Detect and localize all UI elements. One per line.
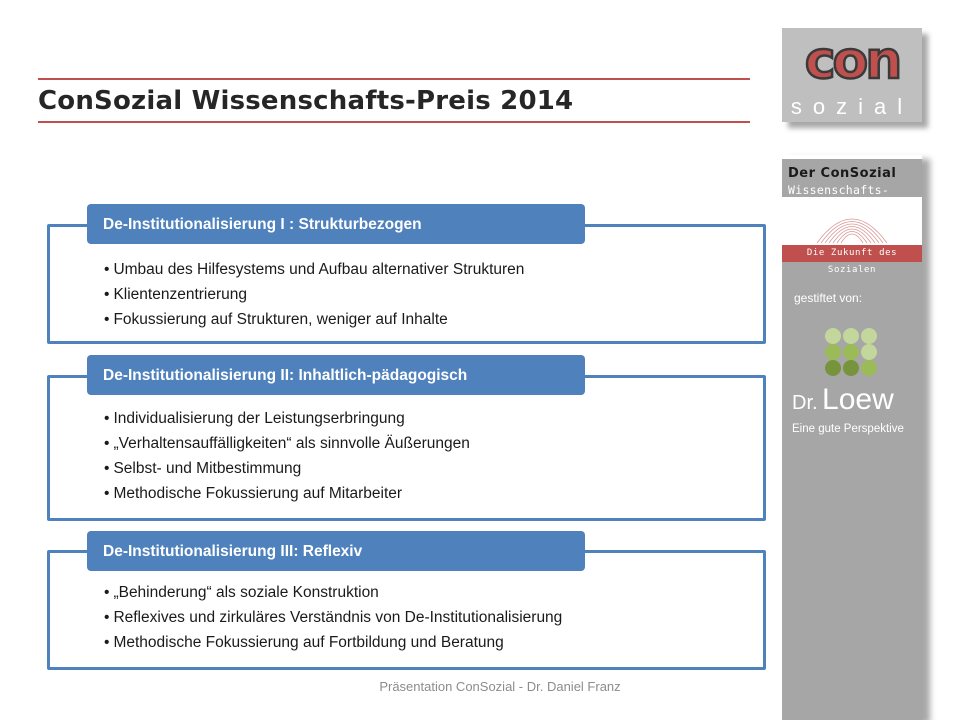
list-item: • Methodische Fokussierung auf Mitarbeiter (104, 481, 470, 506)
list-item: • Methodische Fokussierung auf Fortbildung und Beratung (104, 630, 562, 655)
award-header (782, 159, 922, 211)
sponsor-sidebar (782, 155, 922, 720)
sponsor-dr: Dr. (792, 392, 818, 414)
list-item: • „Behinderung“ als soziale Konstruktion (104, 580, 562, 605)
section-list-2 (104, 406, 470, 506)
list-item: • Klientenzentrierung (104, 282, 524, 307)
award-arc-icon (812, 195, 892, 245)
list-item: • „Verhaltensauffälligkeiten“ als sinnvolle Äußerungen (104, 431, 470, 456)
section-list-1 (104, 257, 524, 332)
section-list-3 (104, 580, 562, 655)
award-tagline: Die Zukunft des Sozialen (782, 245, 922, 262)
section-heading-1: De-Institutionalisierung I : Strukturbezogen (87, 204, 585, 244)
title-rule-bottom (38, 121, 750, 123)
award-line1: Der ConSozial (788, 166, 897, 181)
slide-title: ConSozial Wissenschafts-Preis 2014 (38, 86, 574, 116)
logo-con-text: con (804, 32, 900, 88)
award-line2: Wissenschafts-Preis (788, 183, 890, 211)
sponsor-name (792, 383, 894, 417)
list-item: • Umbau des Hilfesystems und Aufbau alternativer Strukturen (104, 257, 524, 282)
list-item: • Individualisierung der Leistungserbringung (104, 406, 470, 431)
list-item: • Reflexives und zirkuläres Verständnis von De-Institutionalisierung (104, 605, 562, 630)
sponsor-loew: Loew (822, 383, 894, 416)
list-item: • Selbst- und Mitbestimmung (104, 456, 470, 481)
consozial-logo (782, 28, 922, 122)
con-logo-mark (782, 32, 922, 88)
section-heading-2: De-Institutionalisierung II: Inhaltlich-pädagogisch (87, 355, 585, 395)
list-item: • Fokussierung auf Strukturen, weniger auf Inhalte (104, 307, 524, 332)
footer-text: Präsentation ConSozial - Dr. Daniel Franz (379, 679, 621, 694)
award-logo (782, 155, 922, 275)
title-rule-top (38, 78, 750, 80)
logo-sozial-text: sozial (790, 94, 914, 119)
sponsor-label: gestiftet von: (794, 291, 863, 305)
section-heading-3: De-Institutionalisierung III: Reflexiv (87, 531, 585, 571)
dr-loew-dots-icon (782, 320, 922, 440)
sponsor-tagline: Eine gute Perspektive (792, 423, 904, 435)
